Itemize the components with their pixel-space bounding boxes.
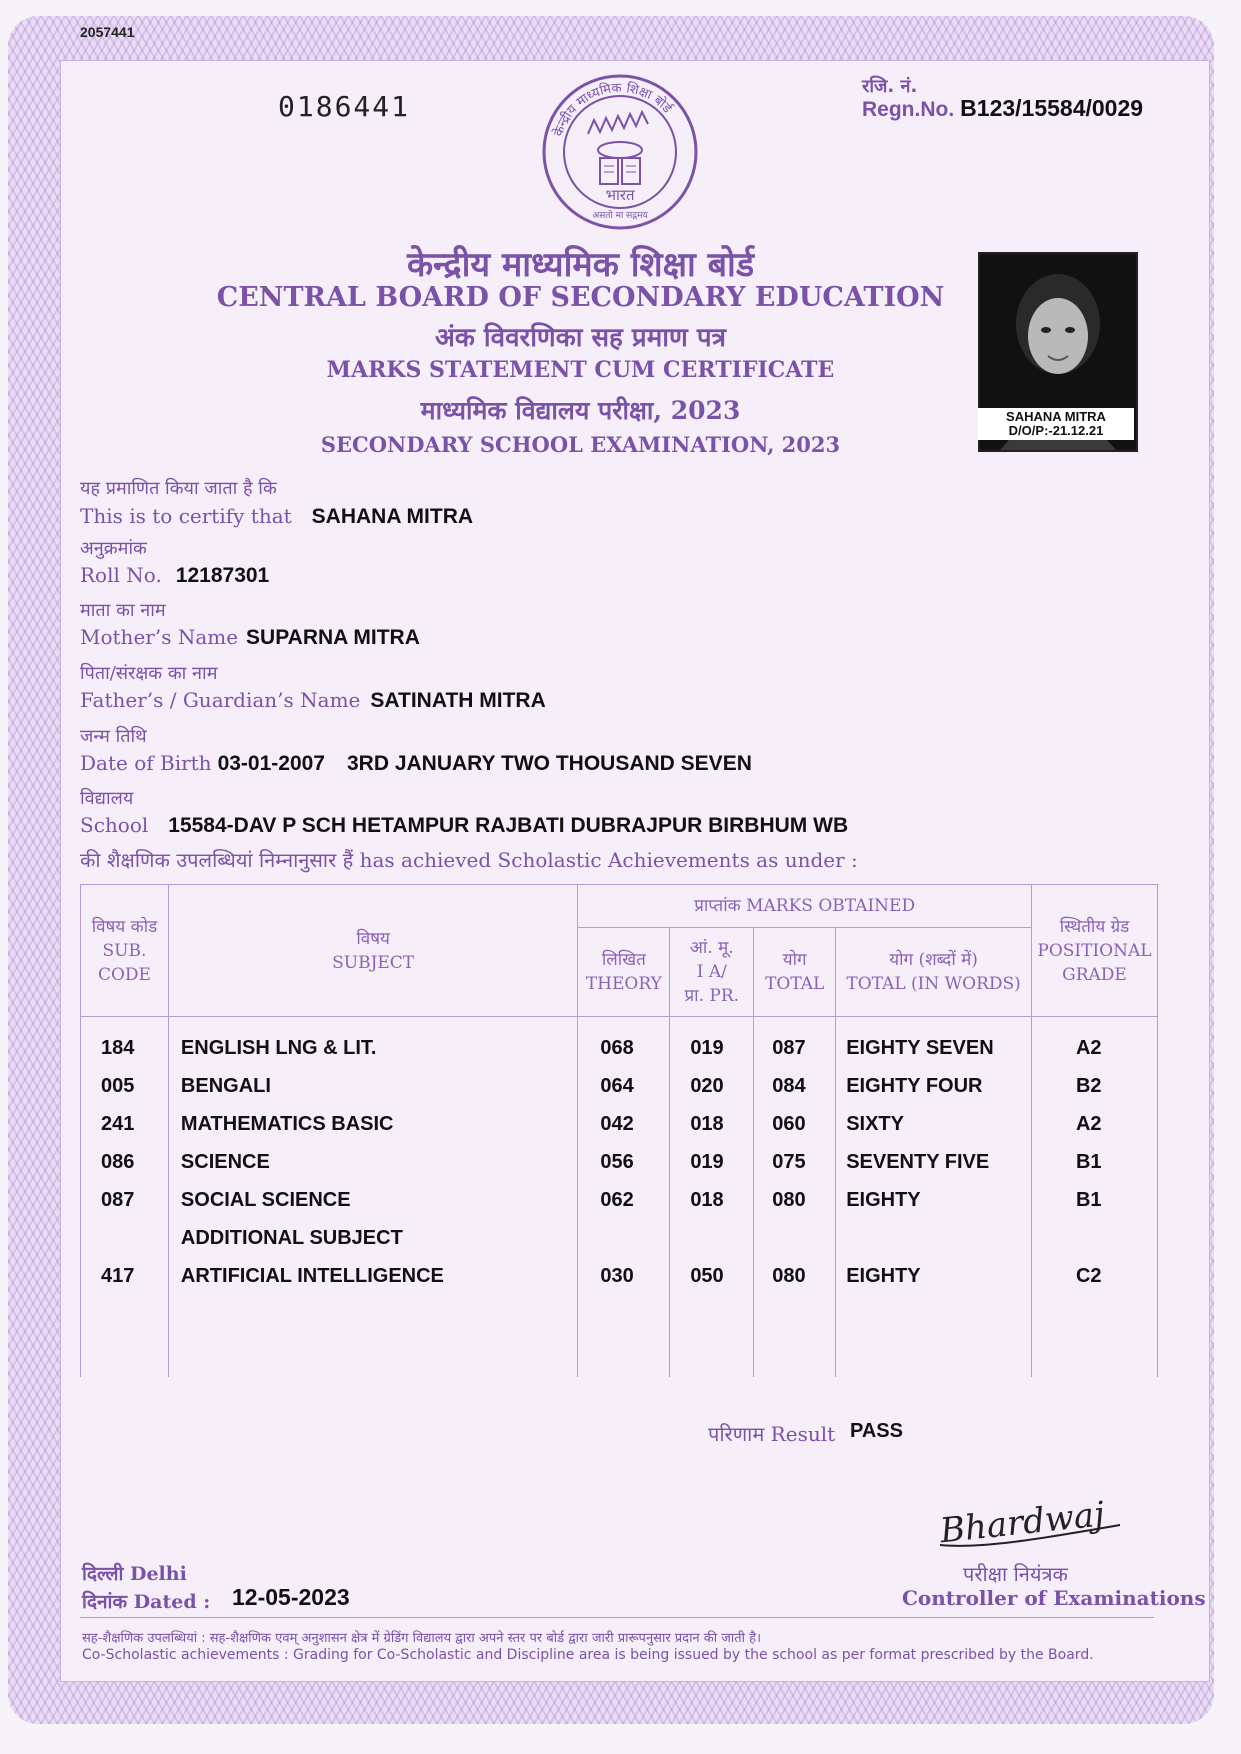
footnote: Co-Scholastic achievements : Grading for Co-Scholastic and Discipline area is being issued by the school as per format prescribed by the Board. — [82, 1647, 1094, 1663]
dob-words: 3RD JANUARY TWO THOUSAND SEVEN — [346, 752, 752, 775]
table-cell: 019 — [690, 1150, 724, 1173]
regn-label: Regn.No. — [862, 98, 955, 121]
table-cell: B2 — [1075, 1074, 1102, 1097]
issue-date: 12-05-2023 — [232, 1584, 350, 1610]
table-cell: SOCIAL SCIENCE — [180, 1188, 351, 1211]
table-cell — [600, 1219, 669, 1257]
doc-title-hindi: अंक विवरणिका सह प्रमाण पत्र — [435, 323, 726, 353]
table-body — [81, 1017, 1158, 1377]
regn-label-hindi: रजि. नं. — [862, 76, 918, 97]
table-cell: SEVENTY FIVE — [846, 1150, 990, 1173]
col-words-en: TOTAL (IN WORDS) — [846, 974, 1021, 994]
footnote-hindi: सह-शैक्षणिक उपलब्धियां : सह-शैक्षणिक एवम् अनुशासन क्षेत्र में ग्रेडिंग विद्यालय द्वारा अपने स्तर पर बोर्ड द्वारा जारी प्रारूपनुसार प्रदान की जाती है। — [82, 1631, 762, 1646]
table-cell: 080 — [772, 1188, 806, 1211]
col-grade-en-2: GRADE — [1062, 964, 1127, 985]
footer-divider — [80, 1617, 1154, 1618]
regn-line — [862, 95, 1143, 122]
table-cell: C2 — [1075, 1264, 1102, 1287]
dob-value: 03-01-2007 — [217, 752, 325, 775]
table-cell: 087 — [772, 1036, 806, 1059]
table-cell — [772, 1219, 835, 1257]
table-cell: 241 — [101, 1112, 135, 1135]
table-cell: 080 — [772, 1264, 806, 1287]
photo-caption-name: SAHANA MITRA — [1006, 409, 1106, 424]
achievements-label: has achieved Scholastic Achievements as under : — [359, 848, 858, 872]
certify-label-hindi: यह प्रमाणित किया जाता है कि — [80, 478, 277, 499]
school-label-hindi: विद्यालय — [80, 788, 134, 809]
photo-caption-dop: D/O/P:-21.12.21 — [1008, 423, 1104, 438]
mother-label: Mother’s Name — [80, 625, 239, 649]
words-column — [836, 1017, 1032, 1377]
col-code-header — [81, 885, 169, 1017]
father-label-hindi: पिता/संरक्षक का नाम — [80, 663, 218, 684]
achievements-hindi: की शैक्षणिक उपलब्धियां निम्नानुसार हैं — [80, 848, 354, 872]
table-cell: B1 — [1075, 1150, 1102, 1173]
col-theory-hindi: लिखित — [601, 950, 646, 970]
col-ia-header — [670, 928, 754, 1017]
father-name: SATINATH MITRA — [370, 689, 546, 712]
table-cell — [1076, 1219, 1157, 1257]
table-cell: EIGHTY FOUR — [846, 1074, 983, 1097]
code-column — [81, 1017, 169, 1377]
col-ia-hindi: आं. मू. — [689, 938, 734, 958]
table-cell: 417 — [101, 1264, 135, 1287]
serial-top: 2057441 — [80, 24, 135, 40]
col-grade-hindi: स्थितीय ग्रेड — [1059, 916, 1130, 937]
table-header-row-1 — [81, 885, 1158, 928]
col-code-en-2: CODE — [97, 964, 151, 985]
table-cell — [846, 1219, 1031, 1257]
col-subject-en: SUBJECT — [332, 952, 415, 973]
certify-label: This is to certify that — [80, 504, 292, 528]
school-line — [80, 813, 848, 838]
col-code-en-1: SUB. — [102, 940, 147, 961]
achievements-line — [80, 846, 858, 873]
table-cell: BENGALI — [180, 1074, 271, 1097]
table-cell: MATHEMATICS BASIC — [180, 1112, 394, 1135]
ia-column — [670, 1017, 754, 1377]
mother-label-hindi: माता का नाम — [80, 600, 166, 621]
table-cell: EIGHTY — [846, 1188, 921, 1211]
result-value: PASS — [850, 1420, 903, 1442]
col-theory-en: THEORY — [585, 974, 662, 994]
photo-caption — [978, 408, 1134, 440]
table-cell: 084 — [772, 1074, 806, 1097]
student-name: SAHANA MITRA — [311, 505, 474, 528]
table-cell: ARTIFICIAL INTELLIGENCE — [180, 1264, 444, 1287]
table-cell: SCIENCE — [180, 1150, 270, 1173]
regn-number: B123/15584/0029 — [960, 95, 1144, 121]
signature-text: Bhardwaj — [938, 1494, 1107, 1552]
table-cell: B1 — [1075, 1188, 1102, 1211]
table-cell — [101, 1219, 168, 1257]
col-grade-en-1: POSITIONAL — [1037, 940, 1152, 961]
father-line — [80, 688, 546, 713]
col-theory-header — [578, 928, 670, 1017]
dob-label-hindi: जन्म तिथि — [80, 726, 147, 747]
table-cell: 062 — [600, 1188, 634, 1211]
roll-label-hindi: अनुक्रमांक — [80, 538, 147, 559]
table-cell: 030 — [600, 1264, 634, 1287]
exam-title-hindi: माध्यमिक विद्यालय परीक्षा, 2023 — [420, 396, 741, 425]
exam-title: SECONDARY SCHOOL EXAMINATION, 2023 — [320, 432, 841, 457]
dated-label: दिनांक Dated : — [82, 1591, 211, 1613]
table-cell: EIGHTY — [846, 1264, 921, 1287]
table-cell: 019 — [690, 1036, 724, 1059]
table-cell: A2 — [1075, 1112, 1102, 1135]
table-cell: 020 — [690, 1074, 724, 1097]
certify-line — [80, 504, 473, 529]
table-cell: 087 — [101, 1188, 135, 1211]
emblem-motto: असतो मा सद्गमय — [592, 211, 648, 221]
doc-title: MARKS STATEMENT CUM CERTIFICATE — [326, 357, 835, 383]
table-cell: 042 — [600, 1112, 634, 1135]
issue-city: दिल्ली Delhi — [82, 1563, 187, 1585]
table-cell: A2 — [1075, 1036, 1102, 1059]
col-pr: प्रा. PR. — [684, 986, 740, 1006]
emblem-country: भारत — [605, 186, 635, 204]
theory-column — [578, 1017, 670, 1377]
col-ia-en: I A/ — [696, 962, 727, 982]
controller-signature — [920, 1485, 1140, 1565]
table-cell: 056 — [600, 1150, 634, 1173]
dob-label: Date of Birth — [80, 751, 212, 775]
table-cell: 064 — [600, 1074, 634, 1097]
table-cell: ENGLISH LNG & LIT. — [180, 1036, 377, 1059]
dob-line — [80, 751, 752, 776]
total-column — [754, 1017, 836, 1377]
school-name: 15584-DAV P SCH HETAMPUR RAJBATI DUBRAJPUR BIRBHUM WB — [168, 814, 849, 837]
roll-number: 12187301 — [175, 564, 270, 587]
table-cell: 075 — [772, 1150, 806, 1173]
marks-obtained-header: प्राप्तांक MARKS OBTAINED — [578, 885, 1032, 928]
table-cell: SIXTY — [846, 1112, 904, 1135]
board-title: CENTRAL BOARD OF SECONDARY EDUCATION — [216, 282, 945, 313]
table-cell: 050 — [690, 1264, 724, 1287]
col-subject-hindi: विषय — [356, 928, 390, 949]
col-code-hindi: विषय कोड — [91, 916, 158, 937]
mother-name: SUPARNA MITRA — [246, 626, 420, 649]
table-cell: 086 — [101, 1150, 135, 1173]
additional-subject-label: ADDITIONAL SUBJECT — [180, 1226, 403, 1249]
table-cell: 068 — [600, 1036, 634, 1059]
col-total-hindi: योग — [782, 950, 807, 970]
board-title-hindi: केन्द्रीय माध्यमिक शिक्षा बोर्ड — [406, 245, 755, 285]
table-cell — [690, 1219, 753, 1257]
grade-column — [1031, 1017, 1157, 1377]
roll-line — [80, 563, 269, 588]
controller-label: Controller of Examinations — [902, 1586, 1206, 1610]
cbse-emblem-icon — [540, 72, 700, 232]
result-label: परिणाम Result — [708, 1422, 836, 1446]
table-cell: 184 — [101, 1036, 135, 1059]
table-cell: 018 — [690, 1112, 724, 1135]
table-cell: EIGHTY SEVEN — [846, 1036, 994, 1059]
father-label: Father’s / Guardian’s Name — [80, 688, 361, 712]
col-words-header — [836, 928, 1032, 1017]
school-label: School — [80, 813, 149, 837]
roll-label: Roll No. — [80, 563, 162, 587]
subject-column — [168, 1017, 577, 1377]
col-total-header — [754, 928, 836, 1017]
controller-label-hindi: परीक्षा नियंत्रक — [963, 1562, 1068, 1586]
table-cell: 018 — [690, 1188, 724, 1211]
emblem-arc-text: केन्द्रीय माध्यमिक शिक्षा बोर्ड — [551, 80, 675, 139]
table-cell: 005 — [101, 1074, 135, 1097]
col-subject-header — [168, 885, 577, 1017]
col-total-en: TOTAL — [765, 974, 825, 994]
col-grade-header — [1031, 885, 1157, 1017]
mother-line — [80, 625, 420, 650]
marks-table — [80, 884, 1158, 1377]
certificate-serial-number: 0186441 — [278, 90, 411, 123]
col-words-hindi: योग (शब्दों में) — [889, 950, 978, 970]
table-cell: 060 — [772, 1112, 806, 1135]
